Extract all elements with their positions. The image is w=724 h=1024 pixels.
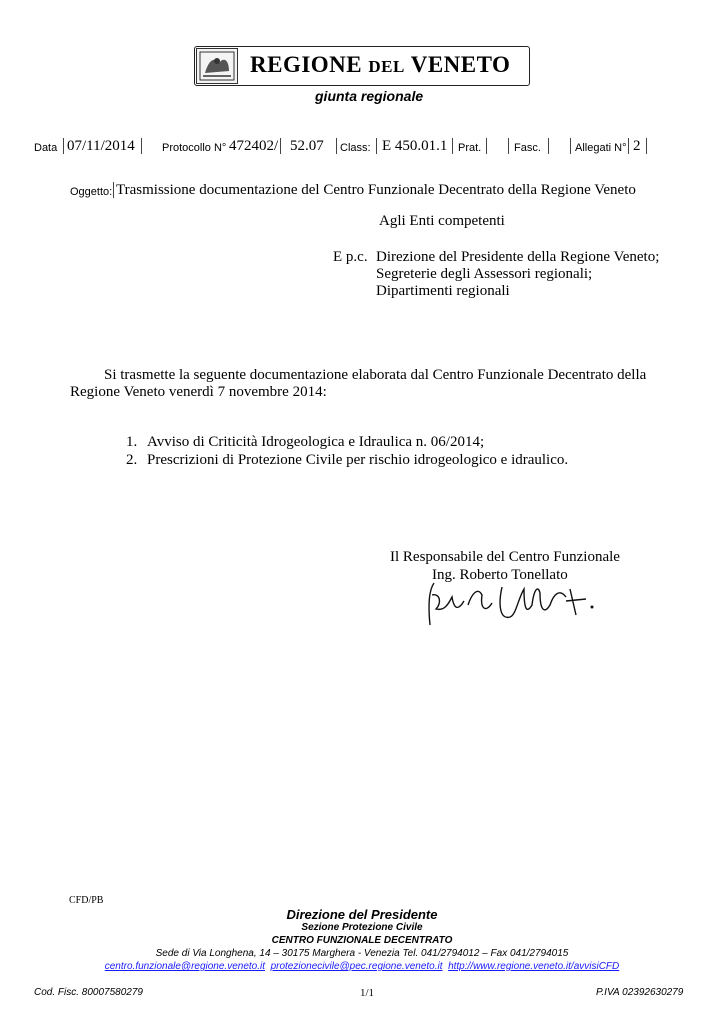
divider bbox=[570, 138, 571, 154]
giunta-regionale-subtitle: giunta regionale bbox=[315, 88, 424, 104]
region-name-logo: REGIONE DEL VENETO bbox=[250, 52, 511, 77]
protocollo-suffix: 52.07 bbox=[290, 138, 324, 154]
protocollo-value: 472402/ bbox=[229, 138, 279, 154]
page-number: 1/1 bbox=[359, 987, 375, 999]
divider bbox=[113, 182, 114, 198]
pec-email-link[interactable]: protezionecivile@pec.regione.veneto.it bbox=[270, 961, 443, 972]
list-item: Prescrizioni di Protezione Civile per rischio idrogeologico e idraulico. bbox=[147, 452, 569, 468]
class-label: Class: bbox=[340, 142, 371, 154]
allegati-label: Allegati N° bbox=[575, 142, 627, 154]
partita-iva: P.IVA 02392630279 bbox=[596, 987, 684, 998]
signatory-title: Il Responsabile del Centro Funzionale bbox=[390, 549, 620, 565]
cc-item: Segreterie degli Assessori regionali; bbox=[376, 266, 593, 282]
protocollo-label: Protocollo N° bbox=[162, 142, 227, 154]
codice-fiscale: Cod. Fisc. 80007580279 bbox=[34, 987, 143, 998]
cc-label: E p.c. bbox=[333, 249, 368, 265]
divider bbox=[336, 138, 337, 154]
body-paragraph-line: Si trasmette la seguente documentazione elaborata dal Centro Funzionale Decentrato della bbox=[104, 367, 647, 383]
region-crest-logo bbox=[196, 48, 238, 84]
divider bbox=[548, 138, 549, 154]
divider bbox=[376, 138, 377, 154]
signatory-name: Ing. Roberto Tonellato bbox=[432, 567, 568, 583]
allegati-value: 2 bbox=[633, 138, 641, 154]
footer-sezione: Sezione Protezione Civile bbox=[301, 922, 423, 933]
prat-label: Prat. bbox=[458, 142, 482, 154]
footer-links bbox=[0, 961, 724, 972]
class-value: E 450.01.1 bbox=[382, 138, 448, 154]
cc-item: Dipartimenti regionali bbox=[376, 283, 510, 299]
divider bbox=[646, 138, 647, 154]
list-item-number: 2. bbox=[126, 452, 138, 468]
divider bbox=[452, 138, 453, 154]
recipient-primary: Agli Enti competenti bbox=[379, 213, 505, 229]
subject-label: Oggetto: bbox=[70, 186, 113, 198]
email-link[interactable]: centro.funzionale@regione.veneto.it bbox=[104, 961, 266, 972]
fasc-label: Fasc. bbox=[514, 142, 541, 154]
footer-direzione: Direzione del Presidente bbox=[286, 907, 438, 922]
divider bbox=[280, 138, 281, 154]
divider bbox=[508, 138, 509, 154]
divider bbox=[628, 138, 629, 154]
data-value: 07/11/2014 bbox=[67, 138, 135, 154]
divider bbox=[63, 138, 64, 154]
website-link[interactable]: http://www.regione.veneto.it/avvisiCFD bbox=[448, 961, 620, 972]
document-reference: CFD/PB bbox=[69, 895, 104, 906]
data-label: Data bbox=[34, 142, 58, 154]
footer-address: Sede di Via Longhena, 14 – 30175 Marghera - Venezia Tel. 041/2794012 – Fax 041/2794015 bbox=[155, 948, 569, 959]
divider bbox=[486, 138, 487, 154]
list-item-number: 1. bbox=[126, 434, 138, 450]
list-item: Avviso di Criticità Idrogeologica e Idraulica n. 06/2014; bbox=[147, 434, 485, 450]
handwritten-signature bbox=[420, 575, 600, 635]
body-paragraph-line: Regione Veneto venerdì 7 novembre 2014: bbox=[70, 384, 327, 400]
divider bbox=[141, 138, 142, 154]
footer-centro: CENTRO FUNZIONALE DECENTRATO bbox=[271, 935, 453, 946]
cc-item: Direzione del Presidente della Regione Veneto; bbox=[376, 249, 660, 265]
subject-text: Trasmissione documentazione del Centro Funzionale Decentrato della Regione Veneto bbox=[116, 182, 636, 198]
